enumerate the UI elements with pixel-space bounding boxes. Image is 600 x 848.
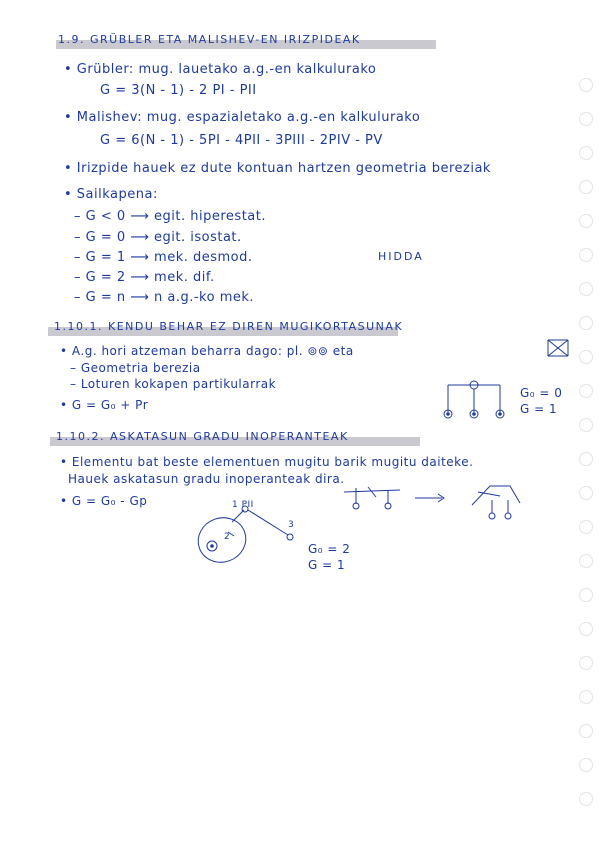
list-item: – G = 1 ⟶ mek. desmod. (74, 250, 253, 265)
diagram-label: G₀ = 2 (308, 542, 351, 556)
ring-hole (579, 384, 593, 398)
list-item: – G = n ⟶ n a.g.-ko mek. (74, 290, 255, 305)
linkage-sketch (344, 486, 520, 519)
text-line: • A.g. hori atzeman beharra dago: pl. ⊚⊚ eta (60, 344, 354, 358)
text-line: • Sailkapena: (64, 187, 158, 202)
ring-hole (579, 758, 593, 772)
section-title: 1.10.1. KENDU BEHAR EZ DIREN MUGIKORTASUNAK (54, 320, 404, 333)
ring-hole (579, 418, 593, 432)
note-label: HIDDA (378, 250, 424, 263)
ring-hole (579, 486, 593, 500)
list-item: – G < 0 ⟶ egit. hiperestat. (74, 209, 266, 224)
ring-hole (579, 350, 593, 364)
section-title: 1.9. GRÜBLER ETA MALISHEV-EN IRIZPIDEAK (58, 33, 361, 46)
formula: • G = G₀ + Pr (60, 398, 149, 412)
ring-hole (579, 656, 593, 670)
ring-hole (579, 248, 593, 262)
ring-hole (579, 588, 593, 602)
list-item: – Loturen kokapen partikularrak (70, 377, 277, 391)
list-item: – Geometria berezia (70, 361, 201, 375)
formula: G = 6(N - 1) - 5PI - 4PII - 3PIII - 2PIV - PV (100, 133, 383, 148)
diagram-label: G = 1 (308, 558, 346, 572)
ring-hole (579, 78, 593, 92)
diagram-label: G₀ = 0 (520, 386, 563, 400)
section-title: 1.10.2. ASKATASUN GRADU INOPERANTEAK (56, 430, 349, 443)
formula: • G = G₀ - Gp (60, 494, 148, 508)
ring-hole (579, 112, 593, 126)
ring-hole (579, 554, 593, 568)
list-item: – G = 2 ⟶ mek. dif. (74, 270, 215, 285)
text-line: • Irizpide hauek ez dute kontuan hartzen geometria bereziak (64, 161, 491, 176)
diagram-label: 1 PII (232, 500, 254, 510)
ring-hole (579, 316, 593, 330)
text-line: Hauek askatasun gradu inoperanteak dira. (68, 472, 345, 486)
ring-hole (579, 792, 593, 806)
diagram-label: 3 (288, 520, 295, 530)
diagram-label: 2 (224, 532, 231, 542)
text-line: • Malishev: mug. espazialetako a.g.-en kalkulurako (64, 110, 421, 125)
ring-hole (579, 146, 593, 160)
text-line: • Elementu bat beste elementuen mugitu barik mugitu daiteke. (60, 455, 474, 469)
ring-hole (579, 622, 593, 636)
ring-hole (579, 214, 593, 228)
ring-hole (579, 520, 593, 534)
list-item: – G = 0 ⟶ egit. isostat. (74, 230, 242, 245)
truss-sketch (548, 340, 568, 356)
formula: G = 3(N - 1) - 2 PI - PII (100, 83, 257, 98)
ring-hole (579, 180, 593, 194)
text-line: • Grübler: mug. lauetako a.g.-en kalkulurako (64, 62, 377, 77)
diagram-label: G = 1 (520, 402, 558, 416)
ring-hole (579, 690, 593, 704)
ring-hole (579, 724, 593, 738)
ring-hole (579, 452, 593, 466)
parallel-linkage-sketch (444, 381, 504, 418)
ring-hole (579, 282, 593, 296)
cam-sketch (192, 506, 293, 569)
